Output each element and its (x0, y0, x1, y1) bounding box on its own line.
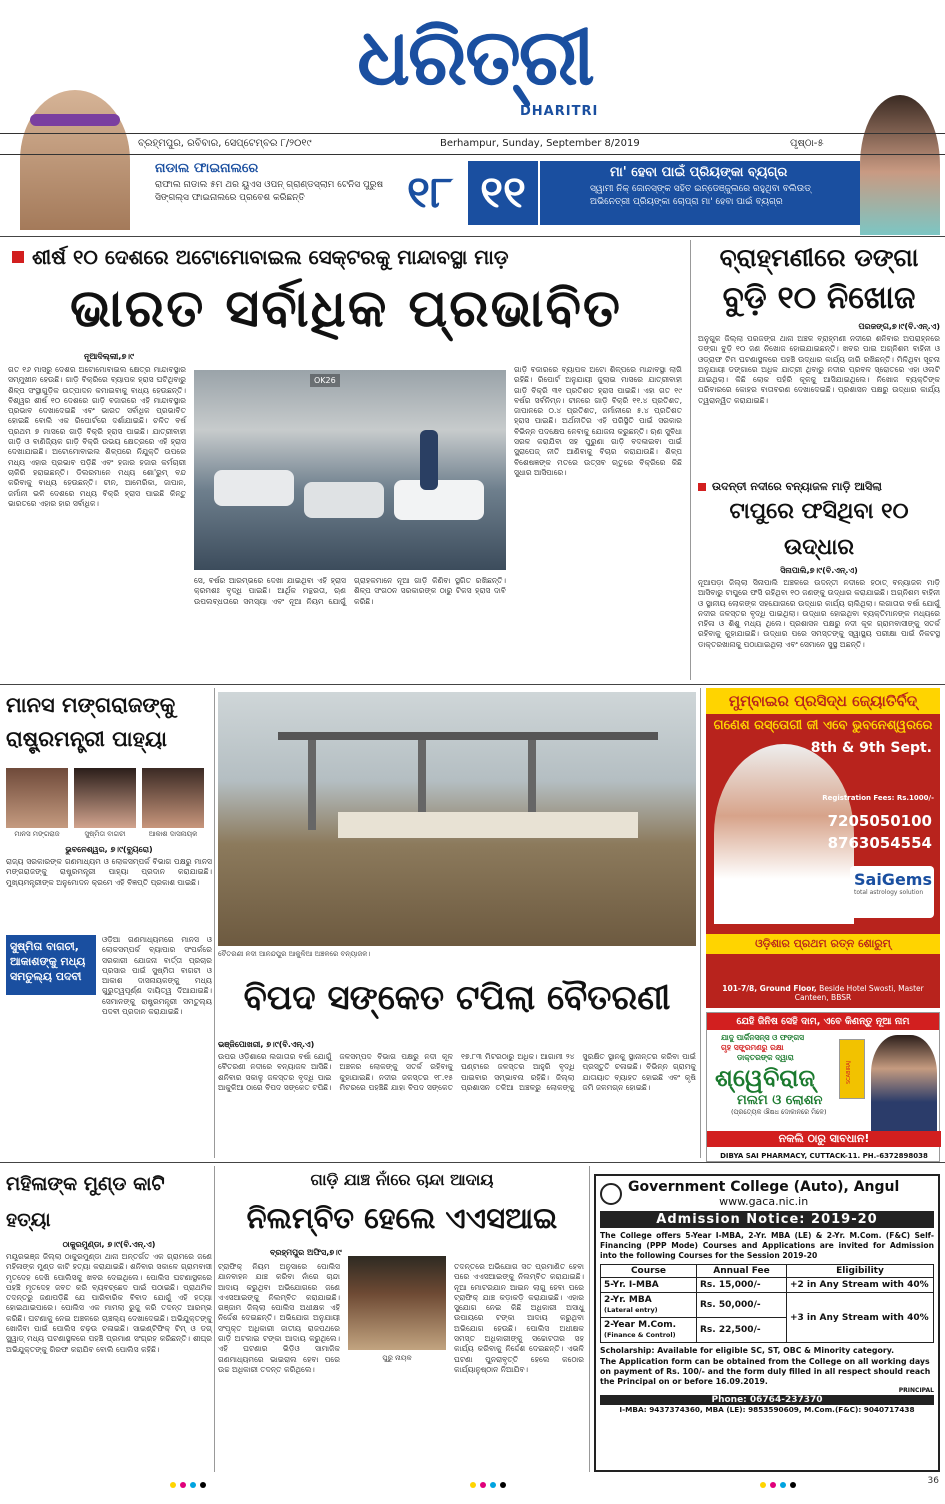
brahmani-dateline: ପରଜଙ୍ଗ,୭।୯(ବି.ଏନ୍.ଏ) (858, 322, 940, 331)
astro-brand-box (850, 866, 934, 918)
pharmacy-line1: ଯାଦୁ ପାର୍କିନସନ୍ସ ଓ ଫଙ୍ଗସ (721, 1033, 804, 1042)
footer-page-number: 36 (927, 1476, 939, 1486)
course-name: 2-Year M.Com. (604, 1320, 677, 1330)
portrait-photo (6, 768, 68, 828)
udanti-story (698, 480, 940, 680)
pharmacy-footer: DIBYA SAI PHARMACY, CUTTACK-11. PH.-6372898038 (720, 1152, 928, 1160)
eligibility-cell: +3 in Any Stream with 40% (787, 1293, 934, 1343)
portrait-caption: ମାନସ ମଙ୍ଗରାଜ (14, 830, 60, 838)
lead-photo-label: OK26 (310, 374, 340, 387)
baitarani-photo (218, 692, 696, 946)
astro-phone-1[interactable]: 7205050100 (827, 812, 932, 830)
fee-cell: Rs. 22,500/- (697, 1318, 787, 1343)
manas-headline-2: ରାଷ୍ଟ୍ରମନ୍ତ୍ରୀ ପାହ୍ୟା (6, 727, 167, 751)
course-table-header (601, 1265, 934, 1278)
baitarani-dateline: ଭଞ୍ଜିପୋଖରୀ, ୭।୯(ବି.ଏନ୍.ଏ) (218, 1040, 315, 1049)
college-principal: PRINCIPAL (898, 1387, 934, 1394)
asi-col2: ତଦନ୍ତରେ ଅଭିଯୋଗ ସତ ପ୍ରମାଣିତ ହେବା ପରେ ଏଏସଆଇଙ୍କୁ ନିଲମ୍ବିତ କରାଯାଇଛି। ନୂଆ ମୋଟରଯାନ ଆଇନ ଲାଗୁ ହେବା ପରେ ଟ୍ରାଫିକ୍ ଯାଞ୍ଚ କଡ଼ାକଡ଼ି କରାଯାଇଛି। ଏହାର ସୁଯୋଗ ନେଇ କିଛି ଅଧିକାରୀ ଅସାଧୁ ଉପାୟରେ ଟଙ୍କା ଆଦାୟ କରୁଥିବା ଅଭିଯୋଗ ହେଉଛି। ପୋଲିସ ଅଧୀକ୍ଷକ ସମସ୍ତ ଅଧିକାରୀଙ୍କୁ ସଚ୍ଚୋଟତାର ସହ କାର୍ଯ୍ୟ କରିବାକୁ ନିର୍ଦ୍ଦେଶ ଦେଇଛନ୍ତି। ଏଭଳି ଘଟଣା ପୁନରାବୃତ୍ତି ହେଲେ କଠୋର କାର୍ଯ୍ୟାନୁଷ୍ଠାନ ନିଆଯିବ। (454, 1262, 584, 1374)
asi-photo-caption: ପୁରୁ ନାୟକ (382, 1354, 412, 1362)
astro-brand-sub: total astrology solution (854, 889, 924, 896)
course-name: 5-Yr. I-MBA (604, 1280, 659, 1290)
pharmacy-pack-label: SCABIRAJ (846, 1060, 852, 1084)
manas-story (6, 688, 212, 1158)
astro-title: ମୁମ୍ବାଇର ପ୍ରସିଦ୍ଧ ଜ୍ୟୋତିର୍ବିଦ୍ (706, 688, 940, 714)
asi-col1: ଟ୍ରାଫିକ୍ ନିୟମ ଅନୁସାରେ ପୋଲିସ ଯାନବାହନ ଯାଞ୍ଚ କରିବା ନାଁରେ ଚାନ୍ଦା ଆଦାୟ କରୁଥିବା ଅଭିଯୋଗରେ ଜଣେ ଏଏସଆଇଙ୍କୁ ନିଲମ୍ବିତ କରାଯାଇଛି। ଗଞ୍ଜାମ ଜିଲ୍ଲା ପୋଲିସ ଅଧୀକ୍ଷକ ଏହି ନିର୍ଦ୍ଦେଶ ଦେଇଛନ୍ତି। ଅଭିଯୋଗ ଅନୁଯାୟୀ ସଂପୃକ୍ତ ଅଧିକାରୀ ଜାତୀୟ ରାଜପଥରେ ଗାଡ଼ି ଅଟକାଇ ଟଙ୍କା ଆଦାୟ କରୁଥିଲେ। ଏହି ଘଟଣାର ଭିଡ଼ିଓ ସାମାଜିକ ଗଣମାଧ୍ୟମରେ ଭାଇରାଲ ହେବା ପରେ ଉଚ୍ଚ ଅଧିକାରୀ ତଦନ୍ତ କରିଥିଲେ। (218, 1262, 340, 1374)
teaser-right[interactable] (540, 161, 860, 225)
lead-col3: ଗାଡ଼ି ବଜାରରେ ବ୍ୟାପକ ଅଟୋ ଶିଳ୍ପରେ ମାନ୍ଦାବସ୍ଥା ଲାଗି ରହିଛି। ରିପୋର୍ଟ ଅନୁଯାୟୀ ଜୁଲାଇ ମାସରେ ଯାତ୍ରୀବାହୀ ଗାଡ଼ି ବିକ୍ରି ୩୧ ପ୍ରତିଶତ ହ୍ରାସ ପାଇଛି। ଏହା ଗତ ୧୯ ବର୍ଷର ସର୍ବନିମ୍ନ। ଚୀନରେ ଗାଡ଼ି ବିକ୍ରି ୧୧.୪ ପ୍ରତିଶତ, ଜାପାନରେ ୦.୪ ପ୍ରତିଶତ, ଜର୍ମାନୀରେ ୫.୪ ପ୍ରତିଶତ ହ୍ରାସ ପାଇଛି। ଅର୍ଥନୀତିର ଏହି ପରିସ୍ଥିତି ପାଇଁ ସରକାର ବିଭିନ୍ନ ପଦକ୍ଷେପ ନେବାକୁ ଯୋଜନା କରୁଛନ୍ତି। ଋଣ ସୁବିଧା ସରଳ କରାଯିବା ସହ ପୁରୁଣା ଗାଡ଼ି ବଦଳାଇବା ପାଇଁ ସ୍କ୍ରାପେଜ୍ ନୀତି ଆଣିବାକୁ ବିଚାର କରାଯାଉଛି। ଶିଳ୍ପ ବିଶେଷଜ୍ଞଙ୍କ ମତରେ ଉତ୍ସବ ଋତୁରେ ବିକ୍ରିରେ କିଛି ସୁଧାର ଆସିପାରେ। (514, 365, 682, 477)
portrait-caption: ଆକାଶ ଦାସନାୟକ (148, 830, 198, 838)
mahila-headline: ମହିଳାଙ୍କ ମୁଣ୍ଡ କାଟି ହତ୍ୟା (6, 1173, 165, 1231)
lead-headline: ଭାରତ ସର୍ବାଧିକ ପ୍ରଭାବିତ (70, 279, 622, 339)
teaser-left-title: ନାଡାଲ ଫାଇନାଲରେ (155, 161, 259, 176)
teaser-left-text: ରାଫାଲ ନାଡାଲ ୫ମ ଥର ୟୁଏସ ଓପନ୍ ଗ୍ରାଣ୍ଡସ୍ଲାମ ଟେନିସ ପୁରୁଷ ସିଙ୍ଗଲ୍ସ ଫାଇନାଲରେ ପ୍ରବେଶ କରିଛନ୍ତି (155, 180, 384, 203)
astro-subtitle: ଗଣେଶ ରସ୍ତୋଗୀ ଜୀ ଏବେ ଭୁବନେଶ୍ୱରରେ (713, 718, 933, 733)
kicker-square (12, 251, 24, 263)
teaser-right-number: ୧୧ (468, 161, 538, 225)
college-intro: The College offers 5-Year I-MBA, 2-Yr. MBA (LE) & 2-Yr. M.Com. (F&C) Self-Financing (PPP Mode) Courses and Applications are invited for Admission into the following Courses for the Session 2019-20 (600, 1231, 934, 1260)
pharmacy-top: ଯେହି ଜିନିଷ ସେହି ଦାମ, ଏବେ କିଣନ୍ତୁ ନୂଆ ନାମ (707, 1013, 939, 1030)
portrait-row (6, 768, 212, 839)
lead-col2: ସେ, ବର୍ଷର ଆରମ୍ଭରେ ଦେଖା ଯାଇଥିବା ଏହି ହ୍ରାସ କ୍ରମଶଃ ବୃଦ୍ଧି ପାଇଛି। ଆର୍ଥିକ ମନ୍ଥରତା, ଋଣ ଉପଲବ୍ଧତାରେ ସମସ୍ୟା ଏବଂ ନୂଆ ନିୟମ ଯୋଗୁଁ ଗ୍ରାହକମାନେ ନୂଆ ଗାଡ଼ି କିଣିବା ସ୍ଥଗିତ ରଖିଛନ୍ତି। ଶିଳ୍ପ ସଂଗଠନ ସରକାରଙ୍କ ଠାରୁ ଟିକସ ହ୍ରାସ ଦାବି କରିଛି। (194, 576, 506, 606)
udanti-body: ନୂଆପଡ଼ା ଜିଲ୍ଲା ସିନାପାଲି ଅଞ୍ଚଳରେ ଉଦନ୍ତୀ ନଦୀରେ ହଠାତ୍ ବନ୍ୟାଜଳ ମାଡ଼ି ଆସିବାରୁ ଟାପୁରେ ଫସି ରହିଥିବା ୧୦ ଜଣଙ୍କୁ ଉଦ୍ଧାର କରାଯାଇଛି। ଅଗ୍ନିଶମ ବାହିନୀ ଓ ସ୍ଥାନୀୟ ଲୋକଙ୍କ ସହଯୋଗରେ ଉଦ୍ଧାର କାର୍ଯ୍ୟ ଚାଲିଥିଲା। ଲଗାତାର ବର୍ଷା ଯୋଗୁଁ ନଦୀର ଜଳସ୍ତର ବୃଦ୍ଧି ପାଇଥିଲା। ଉଦ୍ଧାର ହୋଇଥିବା ବ୍ୟକ୍ତିମାନଙ୍କ ମଧ୍ୟରେ ମହିଳା ଓ ଶିଶୁ ମଧ୍ୟ ଥିଲେ। ପ୍ରଶାସନ ପକ୍ଷରୁ ନଦୀ କୂଳ ଗ୍ରାମବାସୀଙ୍କୁ ସତର୍କ ରହିବାକୁ କୁହାଯାଇଛି। ଉଦ୍ଧାର ପରେ ସମସ୍ତଙ୍କୁ ସ୍ୱାସ୍ଥ୍ୟ ପରୀକ୍ଷା ପାଇଁ ନିକଟସ୍ଥ ଡାକ୍ତରଖାନାକୁ ପଠାଯାଇଥିଲା ଏବଂ ସେମାନେ ସୁସ୍ଥ ଅଛନ୍ତି। (698, 578, 940, 649)
course-cell (601, 1293, 697, 1318)
college-header (600, 1179, 934, 1208)
college-url[interactable]: www.gaca.nic.in (719, 1195, 809, 1208)
pharmacy-note: (ପ୍ରତ୍ୟେକ ଔଷଧ ଦୋକାନରେ ମିଳେ) (731, 1108, 827, 1116)
asi-kicker: ଗାଡ଼ି ଯାଞ୍ଚ ନାଁରେ ଚାନ୍ଦା ଆଦାୟ (310, 1170, 494, 1189)
teaser-right-title: ମା' ହେବା ପାଇଁ ପ୍ରିୟଙ୍କା ବ୍ୟଗ୍ର (610, 165, 788, 180)
pharmacy-product: ମଲମ ଓ ଲୋଶନ (737, 1093, 823, 1108)
brahmani-headline-2: ବୁଡ଼ି ୧୦ ନିଖୋଜ (722, 280, 916, 316)
pharmacy-line2: ଗୃହ ସଙ୍କ୍ରମଣରୁ ରକ୍ଷା (721, 1043, 784, 1052)
college-application: The Application form can be obtained from the College on all working days on payment of Rs. 100/- and the form duly filled in all respect should reach the Principal on or before 16.09.2019. (600, 1357, 931, 1386)
mahila-body: ମୟୂରଭଞ୍ଜ ଜିଲ୍ଲା ଠାକୁରମୁଣ୍ଡା ଥାନା ଅନ୍ତର୍ଗତ ଏକ ଗ୍ରାମରେ ଜଣେ ମହିଳାଙ୍କ ମୁଣ୍ଡ କାଟି ହତ୍ୟା କରାଯାଇଛି। ଶନିବାର ସକାଳେ ଗ୍ରାମବାସୀ ମୃତଦେହ ଦେଖି ପୋଲିସକୁ ଖବର ଦେଇଥିଲେ। ପୋଲିସ ଘଟଣାସ୍ଥଳରେ ପହଞ୍ଚି ମୃତଦେହ ଜବତ କରି ବ୍ୟବଚ୍ଛେଦ ପାଇଁ ପଠାଇଛି। ପ୍ରାଥମିକ ତଦନ୍ତରୁ ଜଣାପଡ଼ିଛି ଯେ ପାରିବାରିକ ବିବାଦ ଯୋଗୁଁ ଏହି ହତ୍ୟା ହୋଇଥାଇପାରେ। ପୋଲିସ ଏକ ମାମଲା ରୁଜୁ କରି ତଦନ୍ତ ଆରମ୍ଭ କରିଛି। ଘଟଣାକୁ ନେଇ ଅଞ୍ଚଳରେ ଚାଞ୍ଚଲ୍ୟ ଦେଖାଦେଇଛି। ଅଭିଯୁକ୍ତଙ୍କୁ ଖୋଜିବା ପାଇଁ ପୋଲିସ ଚଢ଼ଉ ଚଳାଇଛି। ସାଇଣ୍ଟିଫିକ୍ ଟିମ୍ ଓ ଡଗ୍ ସ୍କ୍ୱାଡ୍ ମଧ୍ୟ ଘଟଣାସ୍ଥଳରେ ପହଞ୍ଚି ପ୍ରମାଣ ସଂଗ୍ରହ କରିଛନ୍ତି। ଶୀଘ୍ର ଅଭିଯୁକ୍ତଙ୍କୁ ଗିରଫ କରାଯିବ ବୋଲି ପୋଲିସ କହିଛି। (6, 1252, 212, 1354)
brahmani-story (698, 240, 940, 480)
asi-story (218, 1166, 586, 1472)
lead-col1: ଗତ ୧୬ ମାସରୁ ଦେଶର ଅଟୋମୋବାଇଲ କ୍ଷେତ୍ର ମାନ୍ଦାବସ୍ଥାର ସମ୍ମୁଖୀନ ହେଉଛି। ଗାଡ଼ି ବିକ୍ରିରେ ବ୍ୟାପକ ହ୍ରାସ ଘଟିଥିବାରୁ ଶିଳ୍ପ ସଂସ୍ଥାଗୁଡ଼ିକ ଉତ୍ପାଦନ କମାଇବାକୁ ବାଧ୍ୟ ହେଉଛନ୍ତି। ବିଶ୍ୱର ଶୀର୍ଷ ୧୦ ଦେଶରେ ଗାଡ଼ି ବଜାରରେ ଏହି ମାନ୍ଦାବସ୍ଥାର ପ୍ରଭାବ ଦେଖାଦେଇଛି ଏବଂ ଭାରତ ସର୍ବାଧିକ ପ୍ରଭାବିତ ହୋଇଛି ବୋଲି ଏକ ରିପୋର୍ଟରେ ଦର୍ଶାଯାଇଛି। ଚଳିତ ବର୍ଷ ପ୍ରଥମ ୭ ମାସରେ ଗାଡ଼ି ବିକ୍ରି ହ୍ରାସ ପାଇଛି। ଯାତ୍ରୀବାହୀ ଗାଡ଼ି ଓ ବାଣିଜ୍ୟିକ ଗାଡ଼ି ବିକ୍ରି ଉଭୟ କ୍ଷେତ୍ରରେ ଏହି ହ୍ରାସ ଦେଖାଯାଇଛି। ଅଟୋମୋବାଇଲ ଶିଳ୍ପରେ ନିଯୁକ୍ତି ଉପରେ ମଧ୍ୟ ଏହାର ପ୍ରଭାବ ପଡ଼ିଛି ଏବଂ ହଜାର ହଜାର କର୍ମଚାରୀ ଚାକିରି ହରାଇଛନ୍ତି। ଡିଲରମାନେ ମଧ୍ୟ ଶୋ'ରୁମ୍ ବନ୍ଦ କରିବାକୁ ବାଧ୍ୟ ହେଉଛନ୍ତି। ଚୀନ, ଆମେରିକା, ଜାପାନ, ଜର୍ମାନୀ ଭଳି ଦେଶରେ ମଧ୍ୟ ବିକ୍ରି ହ୍ରାସ ପାଇଛି କିନ୍ତୁ ଭାରତରେ ଏହାର ହାର ସର୍ବାଧିକ। (8, 365, 186, 508)
lead-kicker-text: ଶୀର୍ଷ ୧୦ ଦେଶରେ ଅଟୋମୋବାଇଲ ସେକ୍ଟରକୁ ମାନ୍ଦାବସ୍ଥା ମାଡ଼ (32, 245, 509, 269)
brahmani-body: ଅନୁଗୁଳ ଜିଲ୍ଲା ପରଜଙ୍ଗ ଥାନା ଅଞ୍ଚଳ ବ୍ରାହ୍ମଣୀ ନଦୀରେ ଶନିବାର ଅପରାହ୍ନରେ ଡଙ୍ଗା ବୁଡ଼ି ୧୦ ଜଣ ନିଖୋଜ ହୋଇଯାଇଛନ୍ତି। ଖବର ପାଇ ଅଗ୍ନିଶମ ବାହିନୀ ଓ ଓଡ୍ରାଫ ଟିମ ଘଟଣାସ୍ଥଳରେ ପହଞ୍ଚି ଉଦ୍ଧାର କାର୍ଯ୍ୟ ଜାରି ରଖିଛନ୍ତି। ମିଳିଥିବା ସୂଚନା ଅନୁଯାୟୀ ଡଙ୍ଗାରେ ଅଧିକ ଯାତ୍ରୀ ଥିବାରୁ ନଦୀର ପ୍ରବଳ ସ୍ରୋତରେ ଏହା ଓଲଟି ଯାଇଥିଲା। କିଛି ଲୋକ ପହଁରି କୂଳକୁ ଆସିଯାଇଥିଲେ। ନିଖୋଜ ବ୍ୟକ୍ତିଙ୍କ ପରିବାରରେ କୋହର ବାତାବରଣ ଦେଖାଦେଇଛି। ପ୍ରଶାସନ ପକ୍ଷରୁ ଉଦ୍ଧାର କାର୍ଯ୍ୟ ତ୍ୱରାନ୍ୱିତ କରାଯାଇଛି। (698, 334, 940, 405)
mahila-dateline: ଠାକୁରମୁଣ୍ଡା, ୭।୯(ବି.ଏନ୍.ଏ) (62, 1240, 156, 1249)
masthead-logo (340, 10, 610, 110)
astro-brand: SaiGems (854, 870, 932, 889)
course-name: 2-Yr. MBA (604, 1295, 652, 1305)
pharmacy-person (871, 1035, 937, 1131)
manas-headline-1: ମାନସ ମଙ୍ଗରାଜଙ୍କୁ (6, 693, 176, 717)
udanti-kicker-text: ଉଦନ୍ତୀ ନଦୀରେ ବନ୍ୟାଜଳ ମାଡ଼ି ଆସିଲା (712, 480, 882, 493)
th-eligibility: Eligibility (787, 1265, 934, 1278)
astro-address-bold: 101-7/8, Ground Floor, (722, 984, 817, 993)
course-cell (601, 1318, 697, 1343)
teaser-strip (0, 157, 945, 233)
lead-photo (194, 370, 506, 570)
astro-ad[interactable] (706, 688, 940, 1008)
course-table (600, 1264, 934, 1343)
asi-headline: ନିଲମ୍ବିତ ହେଲେ ଏଏସଆଇ (246, 1201, 558, 1235)
logo-en: DHARITRI (520, 104, 599, 119)
manas-dateline: ଭୁବନେଶ୍ୱର, ୭।୯(ବ୍ୟୁରୋ) (65, 845, 153, 854)
baitarani-body: ଉପର ଓଡ଼ିଶାରେ ଲଗାତାର ବର୍ଷା ଯୋଗୁଁ ବୈତରଣୀ ନଦୀରେ ବନ୍ୟାଜଳ ଆସିଛି। ଶନିବାର ସକାଳୁ ଜଳସ୍ତର ବୃଦ୍ଧି ପାଇ ଆକୁଳିଆ ଠାରେ ବିପଦ ସଙ୍କେତ ଟପିଛି। ଜଳସମ୍ପଦ ବିଭାଗ ପକ୍ଷରୁ ନଦୀ କୂଳ ଅଞ୍ଚଳର ଲୋକଙ୍କୁ ସତର୍କ ରହିବାକୁ କୁହାଯାଇଛି। ନଦୀର ଜଳସ୍ତର ୧୮.୧୫ ମିଟରରେ ପହଞ୍ଚିଛି ଯାହା ବିପଦ ସଙ୍କେତ ୧୭.୮୩ ମିଟରଠାରୁ ଅଧିକ। ଆଗାମୀ ୨୪ ଘଣ୍ଟାରେ ଜଳସ୍ତର ଆହୁରି ବୃଦ୍ଧି ପାଇବାର ସମ୍ଭାବନା ରହିଛି। ଜିଲ୍ଲା ପ୍ରଶାସନ ତଳିଆ ଅଞ୍ଚଳରୁ ଲୋକଙ୍କୁ ସୁରକ୍ଷିତ ସ୍ଥାନକୁ ସ୍ଥାନାନ୍ତର କରିବା ପାଇଁ ପ୍ରସ୍ତୁତି ଚଳାଇଛି। ବିଭିନ୍ନ ଗ୍ରାମକୁ ଯାତାୟାତ ବ୍ୟାହତ ହୋଇଛି ଏବଂ କୃଷି ଜମି ଜଳମଗ୍ନ ହୋଇଛି। (218, 1052, 696, 1092)
pharmacy-brand: ଶ୍ୱେବିରାଜ୍ (715, 1064, 816, 1092)
astro-fees: Registration Fees: Rs.1000/- (822, 794, 934, 802)
udanti-headline: ଟାପୁରେ ଫସିଥିବା ୧୦ ଉଦ୍ଧାର (729, 499, 909, 560)
manas-box-body: ଓଡ଼ିଆ ଗଣମାଧ୍ୟମରେ ମାନସ ଓ ଲୋକସମ୍ପର୍କ ବ୍ୟାପାର ସଂପର୍କରେ ସରକାରୀ ଯୋଜନା ବାର୍ତ୍ତା ପ୍ରଚାର ପ୍ରସାର ପାଇଁ ସୁଷ୍ମିତା ବାଗଚୀ ଓ ଆକାଶ ଦାସନାୟକଙ୍କୁ ମଧ୍ୟ ଗୁରୁତ୍ୱପୂର୍ଣ୍ଣ ଦାୟିତ୍ୱ ଦିଆଯାଇଛି। ସେମାନଙ୍କୁ ରାଷ୍ଟ୍ରମନ୍ତ୍ରୀ ସମତୁଲ୍ୟ ପଦବୀ ପ୍ରଦାନ କରାଯାଇଛି। (102, 935, 212, 1017)
udanti-kicker (698, 480, 940, 494)
college-contacts[interactable]: I-MBA: 9437374360, MBA (LE): 9853590609, M.Com.(F&C): 9040717438 (619, 1405, 915, 1414)
pharmacy-warning: ନକଲି ଠାରୁ ସାବଧାନ! (707, 1131, 941, 1147)
color-registration-bar (0, 1476, 945, 1494)
college-scholarship: Scholarship: Available for eligible SC, ST, OBC & Minority category. (600, 1346, 895, 1355)
udanti-dateline: ସିନାପାଲି,୭।୯(ବି.ଏନ୍.ଏ) (780, 566, 858, 575)
th-fee: Annual Fee (697, 1265, 787, 1278)
manas-box (6, 935, 212, 1017)
astro-address (706, 984, 940, 1002)
pharmacy-ad[interactable] (706, 1012, 940, 1162)
th-course: Course (601, 1265, 697, 1278)
manas-box-title: ସୁଷ୍ମିତା ବାଗଚୀ, ଆକାଶଙ୍କୁ ମଧ୍ୟ ସମତୁଲ୍ୟ ପଦବୀ (6, 935, 96, 995)
portrait-photo (74, 768, 136, 828)
mahila-story (6, 1166, 212, 1472)
portrait (142, 768, 204, 839)
astro-dates: 8th & 9th Sept. (810, 740, 932, 756)
astro-brand-odia: ଓଡ଼ିଶାର ପ୍ରଥମ ରତ୍ନ ଶୋରୁମ୍ (706, 934, 940, 954)
pharmacy-line3: ଡାକ୍ତରଙ୍କ ଦ୍ୱାରା (737, 1053, 794, 1062)
portrait-photo (142, 768, 204, 828)
astro-phone-2[interactable]: 8763054554 (827, 834, 932, 852)
table-row (601, 1278, 934, 1293)
page-number-odia: ପୃଷ୍ଠା-୫ (790, 138, 824, 149)
fee-cell: Rs. 50,000/- (697, 1293, 787, 1318)
dateline-center: Berhampur, Sunday, September 8/2019 (440, 138, 640, 149)
astro-address-text: Beside Hotel Swosti, Master Canteen, BBSR (794, 984, 924, 1002)
college-name: Government College (Auto), Angul (628, 1179, 900, 1195)
dateline-left: ବ୍ରହ୍ମପୁର, ରବିବାର, ସେପ୍ଟେମ୍ବର ୮/୨୦୧୯ (138, 138, 312, 149)
eligibility-cell: +2 in Any Stream with 40% (787, 1278, 934, 1293)
brahmani-headline-1: ବ୍ରାହ୍ମଣୀରେ ଡଙ୍ଗା (719, 243, 919, 272)
baitarani-headline: ବିପଦ ସଙ୍କେତ ଟପିଲା ବୈତରଣୀ (243, 978, 671, 1018)
course-sub: (Lateral entry) (604, 1306, 658, 1314)
lead-dateline: ନୂଆଦିଲ୍ଲୀ,୭।୯ (84, 352, 134, 361)
baitarani-story (218, 688, 696, 1158)
teaser-left-number: ୧୮ (407, 167, 453, 218)
course-cell (601, 1278, 697, 1293)
fee-cell: Rs. 15,000/- (697, 1278, 787, 1293)
logo-odia: ଧରିତ୍ରୀ (357, 13, 593, 103)
manas-body: ରାଜ୍ୟ ସରକାରଙ୍କ ଗଣମାଧ୍ୟମ ଓ ଲୋକସମ୍ପର୍କ ବିଭାଗ ପକ୍ଷରୁ ମାନସ ମଙ୍ଗରାଜଙ୍କୁ ରାଷ୍ଟ୍ରମନ୍ତ୍ରୀ ପାହ୍ୟା ପ୍ରଦାନ କରାଯାଇଛି। ମୁଖ୍ୟମନ୍ତ୍ରୀଙ୍କ ଅନୁମୋଦନ କ୍ରମେ ଏହି ବିଜ୍ଞପ୍ତି ପ୍ରକାଶ ପାଇଛି। (6, 857, 212, 887)
teaser-right-text: ସ୍ୱାମୀ ନିକ୍ ଜୋନସ୍‌ଙ୍କ ସହିତ ଇନ୍‌ଡେଞ୍ଜୁଲରେ ରହୁଥିବା ବଲିଉଡ୍ ଅଭିନେତ୍ରୀ ପ୍ରିୟଙ୍କା ଚୋପ୍ରା ମା' ହେବା ପାଇଁ ବ୍ୟଗ୍ର (590, 184, 811, 207)
lead-kicker (8, 240, 684, 274)
college-notice: Admission Notice: 2019-20 (600, 1211, 934, 1228)
portrait (74, 768, 136, 839)
college-ad[interactable] (594, 1174, 940, 1472)
portrait (6, 768, 68, 839)
asi-dateline: ବ୍ରହ୍ମପୁର ଅଫିସ,୭।୯ (270, 1248, 342, 1257)
pharmacy-pack (839, 1039, 865, 1099)
teaser-left[interactable] (125, 157, 395, 229)
baitarani-caption: ବୈତରଣୀ ନଦୀ ଆନନ୍ଦପୁର ଆକୁଳିଆ ଅଞ୍ଚଳରେ ବନ୍ୟାଜଳ। (218, 950, 371, 958)
table-row (601, 1293, 934, 1318)
emblem-icon (600, 1183, 622, 1205)
lead-story (8, 240, 684, 680)
portrait-caption: ସୁଷ୍ମିତା ବାଗଚୀ (84, 830, 126, 838)
college-phone[interactable]: Phone: 06764-237370 (600, 1395, 934, 1405)
asi-photo (348, 1256, 446, 1350)
course-sub: (Finance & Control) (604, 1331, 676, 1339)
kicker-square (698, 483, 706, 491)
